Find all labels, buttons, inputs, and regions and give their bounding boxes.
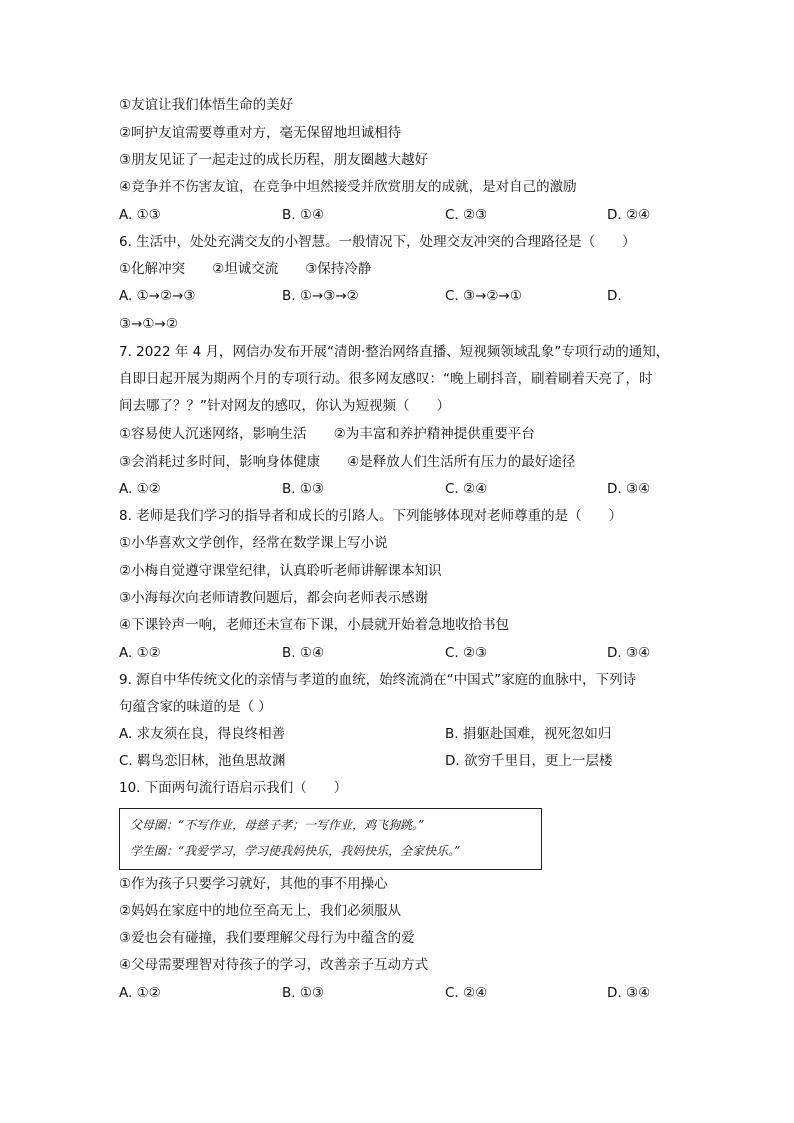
q9-option-a: A. 求友须在良，得良终相善 [119, 726, 286, 742]
q5-option-a: A. ①③ [119, 207, 161, 223]
q10-option-c: C. ②④ [445, 985, 488, 1001]
q8-item-2: ②小梅自觉遵守课堂纪律，认真聆听老师讲解课本知识 [119, 563, 442, 579]
q6-option-b: B. ①→③→② [282, 288, 359, 304]
q6-option-a: A. ①→②→③ [119, 288, 196, 304]
q9-option-c: C. 羁鸟恋旧林，池鱼思故渊 [119, 753, 286, 769]
q5-option-d: D. ②④ [607, 207, 651, 223]
q6-option-d: D. [607, 288, 622, 304]
q7-option-b: B. ①③ [282, 481, 325, 497]
q7-option-d: D. ③④ [607, 481, 651, 497]
q7-option-a: A. ①② [119, 481, 161, 497]
q8-option-a: A. ①② [119, 645, 161, 661]
quote-students: 学生圈：“我爱学习，学习使我妈快乐，我妈快乐，全家快乐。” [130, 844, 461, 858]
q5-option-b: B. ①④ [282, 207, 325, 223]
q10-item-3: ③爱也会有碰撞，我们要理解父母行为中蕴含的爱 [119, 930, 415, 946]
q8-option-b: B. ①④ [282, 645, 325, 661]
quote-box [119, 808, 542, 870]
q10-item-4: ④父母需要理智对待孩子的学习，改善亲子互动方式 [119, 957, 429, 973]
q5-item-2: ②呵护友谊需要尊重对方，毫无保留地坦诚相待 [119, 125, 402, 141]
q6-items: ①化解冲突 ②坦诚交流 ③保持冷静 [119, 261, 372, 277]
q5-item-3: ③朋友见证了一起走过的成长历程，朋友圈越大越好 [119, 152, 429, 168]
quote-parents: 父母圈：“不写作业，母慈子孝；一写作业，鸡飞狗跳。” [130, 818, 425, 832]
q7-stem-2: 自即日起开展为期两个月的专项行动。很多网友感叹：“晚上刷抖音，刷着刷着天亮了，时 [119, 371, 653, 387]
q5-item-4: ④竞争并不伤害友谊，在竞争中坦然接受并欣赏朋友的成就，是对自己的激励 [119, 179, 577, 195]
q10-option-b: B. ①③ [282, 985, 325, 1001]
q9-option-b: B. 捐躯赴国难，视死忽如归 [445, 726, 612, 742]
q10-option-d: D. ③④ [607, 985, 651, 1001]
q10-item-2: ②妈妈在家庭中的地位至高无上，我们必须服从 [119, 903, 402, 919]
q8-option-c: C. ②③ [445, 645, 488, 661]
q6-option-d-wrap: ③→①→② [119, 316, 178, 332]
q5-option-c: C. ②③ [445, 207, 488, 223]
q6-stem: 6. 生活中，处处充满交友的小智慧。一般情况下，处理交友冲突的合理路径是（ ） [119, 234, 636, 250]
q8-item-4: ④下课铃声一响，老师还未宣布下课，小晨就开始着急地收拾书包 [119, 617, 510, 633]
q7-stem-3: 间去哪了？？”针对网友的感叹，你认为短视频（ ） [119, 398, 450, 414]
q8-item-1: ①小华喜欢文学创作，经常在数学课上写小说 [119, 535, 388, 551]
q6-option-c: C. ③→②→① [445, 288, 522, 304]
q7-items-1: ①容易使人沉迷网络，影响生活 ②为丰富和养护精神提供重要平台 [119, 426, 535, 442]
q9-stem-1: 9. 源自中华传统文化的亲情与孝道的血统，始终流淌在“中国式”家庭的血脉中，下列诗 [119, 672, 637, 688]
q7-option-c: C. ②④ [445, 481, 488, 497]
q9-option-d: D. 欲穷千里目，更上一层楼 [445, 753, 613, 769]
q8-item-3: ③小海每次向老师请教问题后，都会向老师表示感谢 [119, 590, 429, 606]
q10-option-a: A. ①② [119, 985, 161, 1001]
q7-items-2: ③会消耗过多时间，影响身体健康 ④是释放人们生活所有压力的最好途径 [119, 454, 576, 470]
q10-item-1: ①作为孩子只要学习就好，其他的事不用操心 [119, 876, 388, 892]
q8-stem: 8. 老师是我们学习的指导者和成长的引路人。下列能够体现对老师尊重的是（ ） [119, 508, 623, 524]
q7-stem-1: 7. 2022 年 4 月，网信办发布开展“清朗·整治网络直播、短视频领域乱象”专项行动的通知， [119, 344, 670, 360]
q8-option-d: D. ③④ [607, 645, 651, 661]
q9-stem-2: 句蕴含家的味道的是（ ） [119, 699, 272, 715]
q10-stem: 10. 下面两句流行语启示我们（ ） [119, 780, 348, 796]
q5-item-1: ①友谊让我们体悟生命的美好 [119, 97, 294, 113]
